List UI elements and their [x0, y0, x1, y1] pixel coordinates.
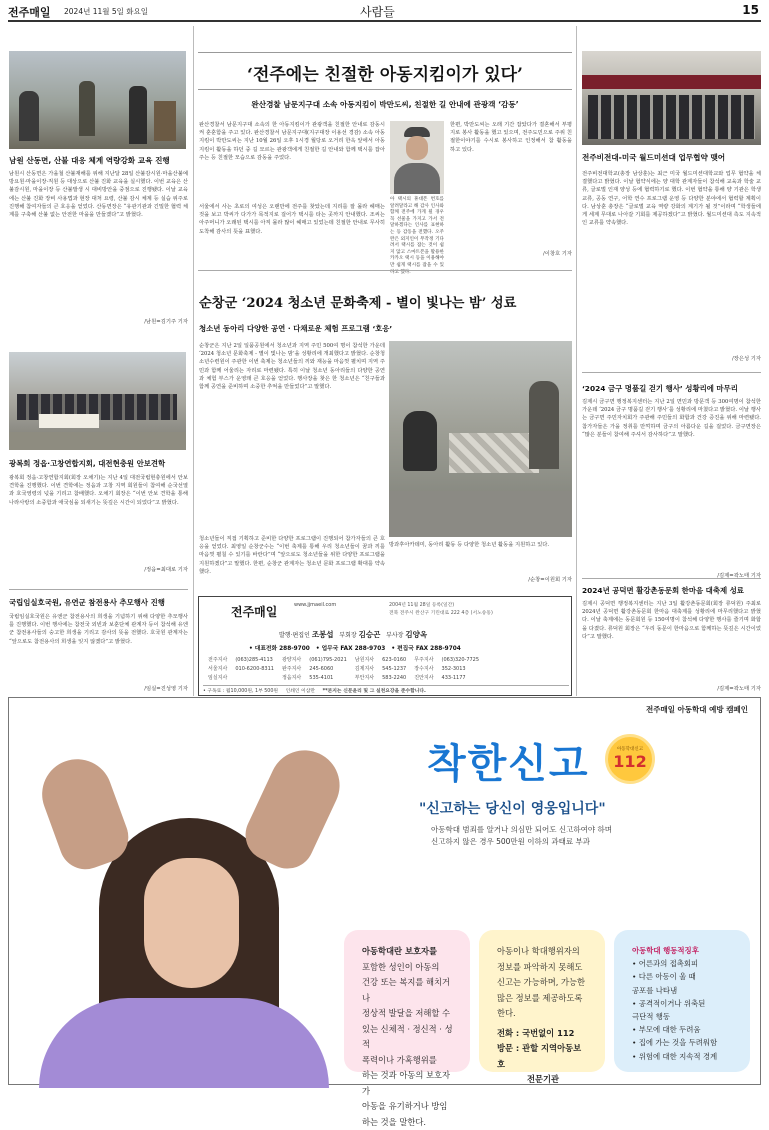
publisher-label: 발행·편집인 [279, 632, 310, 639]
table-row: 서울지사 010-6200-8311 완주지사 245-6060 김제지사 545-1237 장수지사 352-3013 [208, 666, 466, 673]
table-row: 전주지사 (063)285-4113 광양지사 (061)795-2021 남원지사 623-0160 무주지사 (063)320-7725 [208, 657, 480, 663]
page-header [8, 0, 761, 22]
mid-article-col3: 방과후아카데미, 동아리 활동 등 다양한 청소년 활동을 지원하고 있다. [389, 542, 550, 548]
right-bottom-byline: /김제=곽노태 기자 [717, 686, 761, 692]
left-mid-title: 광복회 정읍·고창연합지회, 대전현충원 안보견학 [9, 459, 166, 468]
mou-signing-photo [582, 51, 761, 145]
ad-contact-org: 전문기관 [526, 1074, 560, 1084]
issue-date: 2024년 11월 5일 화요일 [64, 7, 149, 16]
ad-contact-visit: 방문 : 관할 지역아동보호 [497, 1043, 582, 1069]
mid-article-col1: 순창군은 지난 2일 일품공원에서 청소년과 지역 주민 500여 명이 참석한 가운데 ‘2024 청소년 문화축제 - 별이 빛나는 밤’을 성황리에 개최했다고 밝혔다. 순창청소년수련원이 주관한 이번 축제는 청소년들의 끼와 재능을 마음껏 펼치며 지역 주민과 함께 어울리는 자리로 마련됐다. 특히 이날 청소년 동아리들의 다양한 공연과 체험 부스가 운영돼 큰 호응을 얻었다. 행사장을 찾은 한 청소년은 “친구들과 함께 공연을 준비하며 소중한 추억을 만들었다”고 말했다. [199, 343, 385, 391]
section-name: 사람들 [360, 5, 395, 19]
masthead-footer [203, 685, 569, 694]
masthead-line1: 2004년 11월 28일 등록(일간) [389, 603, 455, 608]
phone-editorial: • 편집국 FAX 288-9704 [391, 646, 461, 652]
right-top-byline: /장은성 기자 [731, 356, 761, 362]
subscription-fee: • 구독료 : 월10,000원, 1부 500원 [203, 689, 279, 694]
left-mid-byline: /정읍=최대로 기자 [144, 567, 188, 573]
main-article-subtitle: 완산경찰 남문지구대 소속 아동지킴이 박만도씨, 친절한 길 안내에 관광객 ‘감동’ [251, 100, 519, 109]
printer-name: 인쇄인 이삼만 [285, 689, 315, 694]
vice-name: 김승곤 [358, 630, 381, 639]
main-article-title-box [198, 52, 572, 90]
right-mid-title: ‘2024 금구 명품길 걷기 행사’ 성황리에 마무리 [582, 384, 738, 393]
masthead-box [198, 596, 572, 696]
child-guardian-portrait [390, 121, 444, 194]
child-abuse-campaign-ad [8, 697, 761, 1127]
left-mid-body: 광복회 정읍·고창연합지회(회장 오채기)는 지난 4일 대전국립현충원에서 안보 견학을 진행했다. 이번 견학에는 정읍과 고창 지역 회원들이 참여해 순국선열과 호국영령의 넋을 기리고 참배했다. 오채기 회장은 “이번 안보 견학을 통해 나라사랑의 소중함과 애국심을 되새기는 뜻깊은 시간이 되었다”고 밝혔다. [9, 475, 188, 506]
badge-112 [605, 734, 655, 784]
left-bottom-title: 국립임실호국원, 유연군 참전용사 추모행사 진행 [9, 598, 165, 607]
left-top-body: 남원시 산동면은 가을철 산불재해를 위해 지난달 28일 산불감시원·마을산불예방요원·마을이장·직원 등 대상으로 산불 진화 교육을 실시했다. 이번 교육은 산불감시원, 마을이장 등 산불발생 시 대비방안을 중점으로 진행됐다. 이날 교육에는 산불 진화 장비 사용법과 현장 대처 요령, 산불 감시 체계 등 실습 위주로 진행해 참여자들의 큰 호응을 얻었다. 산동면장은 “유관기관과 긴밀한 협력 체계를 구축해 산불 없는 안전한 마을을 만들겠다”고 밝혔다. [9, 171, 188, 219]
publisher-name: 조봉섭 [311, 630, 334, 639]
page-number: 15 [742, 3, 759, 17]
left-bottom-byline: /임실=진성영 기자 [144, 686, 188, 692]
ad-text1: 아동학대 범죄를 알거나 의심만 되어도 신고하여야 하며 [431, 825, 612, 834]
main-article-col3: 아 택시의 휴대폰 번호를 알려달라고 해 감사 인사와 함께 전주에 가게 될 경우 꼭 선물을 가지고 가서 전달하겠다는 인사를 표현하는 등 감동을 전했다. 오주완은 외지인이 무작정 기다려서 택시를 잡는 것이 쉽지 않고 스마트폰을 활용한 카카오 택시 등을 이용해야만 쉽게 택시를 잡을 수 있다고 했다. [390, 197, 444, 275]
table-row: 임실지사 정읍지사 535-4101 부안지사 583-2240 진안지사 433-1177 [208, 675, 466, 682]
ceo-name: 김양옥 [405, 630, 428, 639]
badge-number: 112 [613, 752, 647, 771]
masthead-name: 전주매일 [231, 605, 278, 619]
ad-text2: 신고하지 않은 경우 500만원 이하의 과태료 부과 [431, 837, 591, 846]
branch-office-table [203, 655, 484, 685]
masthead-phones [249, 643, 461, 652]
ad-report-box: 아동이나 학대행위자의 정보를 파악하지 못해도 신고는 가능하며, 가능한 많은 정보를 제공하도록 한다. 전화 : 국번없이 112 방문 : 관할 지역아동보호 전문기관 [479, 930, 605, 1072]
mid-article-subtitle: 청소년 동아리 다양한 공연 · 다채로운 체험 프로그램 ‘호응’ [199, 324, 393, 333]
main-article-col2: 서울에서 사는 초로의 여성은 오랜만에 전주를 찾았는데 지리를 잘 몰라 헤매는 것을 보고 박씨가 다가가 목적지로 걸어가 택시를 타는 곳까지 안내했다. 조씨는 아주머니가 오래된 택시를 아직 몰라 많이 헤매고 있었는데 친절한 안내로 무사히 도착해 감사의 뜻을 표했다. [199, 204, 385, 235]
phone-main: • 대표전화 288-9700 [249, 646, 310, 652]
ad-illustration [9, 698, 359, 1086]
vice-label: 부회장 [339, 632, 357, 639]
badge-text: 아동학대신고 [616, 747, 644, 752]
left-bottom-body: 국립임실호국원은 유엔군 참전용사의 희생을 기념하기 위해 다양한 추모행사를 진행했다. 이번 행사에는 참전국 외빈과 보훈단체 관계자 등이 참석해 유엔군 참전용사들의 숭고한 희생을 기리고 감사의 뜻을 전했다. 호국원 관계자는 “앞으로도 참전용사의 희생을 잊지 않겠다”고 밝혔다. [9, 614, 188, 645]
masthead-url: www.jjmaeil.com [294, 602, 337, 608]
phone-business: • 업무국 FAX 288-9703 [315, 646, 386, 652]
main-article-col4: 한편, 박만도씨는 오래 기간 잡았다가 결혼해서 부평지로 봉사 활동을 했고 있으며, 전주도민으로 주위 친절한이야기를 수시로 봉사하고 인정해서 참 활동을 하고 있다. [450, 122, 572, 153]
mid-article-col2: 청소년들이 직접 기획하고 준비한 다양한 프로그램이 진행되어 참가자들의 큰 호응을 얻었다. 최영일 순창군수는 “이번 축제를 통해 우리 청소년들이 꿈과 끼를 마음껏 펼칠 수 있기를 바란다”며 “앞으로도 청소년들을 위한 다양한 프로그램을 지원하겠다”고 말했다. 한편, 순창군 관계자는 청소년 문화 프로그램 확대를 약속했다. [199, 536, 385, 575]
forest-fire-training-photo [9, 51, 186, 149]
youth-festival-photo [389, 341, 572, 537]
ethics-notice: **본지는 신문윤리 및 그 실천요강을 준수합니다. [322, 689, 426, 694]
left-top-byline: /남원=김기주 기자 [144, 319, 188, 325]
right-bottom-body: 김제시 공덕면 행정복지센터는 지난 3일 활강촌동문회(회장 류덕원) 주최로 2024년 공덕면 활강촌동문회 한마음 대축제를 성황리에 마무리했다고 밝혔다. 이날 축제에는 동문회원 등 150여명이 참석해 다양한 행사를 즐기며 화합을 다졌다. 류덕원 회장은 “우리 동문이 한마음으로 함께하는 뜻깊은 시간이었다”고 말했다. [582, 601, 761, 640]
right-mid-byline: /김제=곽노태 기자 [717, 573, 761, 579]
left-top-title: 남원 산동면, 산불 대응 체계 역량강화 교육 진행 [9, 156, 170, 165]
ad-title: 착한신고 [427, 741, 590, 787]
masthead-line2: 전북 전주시 완산구 기린대로 222 4층 (서노송동) [389, 611, 493, 616]
ad-contact-phone: 전화 : 국번없이 112 [497, 1027, 575, 1038]
right-top-body: 전주비전대학교(총장 남상훈)는 최근 미국 월드미션대학교와 업무 협약을 체결했다고 밝혔다. 이날 협약식에는 양 대학 관계자들이 참석해 교육과 학술 교류, 글로벌 인재 양성 등에 협력하기로 했다. 이번 협약을 통해 양 기관은 학생 교류, 공동 연구, 어학 연수 프로그램 운영 등 다양한 분야에서 협력할 계획이다. 남상훈 총장은 “글로벌 교육 역량 강화의 계기가 될 것”이라며 “학생들에게 세계 무대로 나아갈 기회를 제공하겠다”고 밝혔다. 월드미션대 측도 지속적인 교류를 약속했다. [582, 171, 761, 227]
ad-slogan: "신고하는 당신이 영웅입니다" [419, 801, 606, 817]
main-article-title: ‘전주에는 친절한 아동지킴이가 있다’ [247, 65, 523, 85]
ad-definition-box: 아동학대란 보호자를 포함한 성인이 아동의 건강 또는 복지를 해치거나 정상적 발달을 저해할 수 있는 신체적 · 정신적 · 성적 폭력이나 가혹행위를 하는 것과 아동의 보호자가 아동을 유기하거나 방임 하는 것을 말한다. [344, 930, 470, 1072]
right-mid-body: 김제시 금구면 행정복지센터는 지난 2일 면민과 방문객 등 300여명이 참석한 가운데 ‘2024 금구 명품길 걷기 행사’를 성황리에 마쳤다고 밝혔다. 이날 행사는 금구면 주민자치회가 주관해 주민들의 화합과 건강 증진을 위해 마련됐다. 참가자들은 가을 정취를 만끽하며 금구의 아름다운 길을 걸었다. 금구면장은 “많은 분들이 참여해 주셔서 감사하다”고 말했다. [582, 399, 761, 438]
right-bottom-title: 2024년 공덕면 활강촌동문회 한마음 대축제 성료 [582, 586, 744, 595]
ad-signs-box: 아동학대 행동적징후 • 어른과의 접촉회피 • 다른 아동이 울 때 공포를 나타냄 • 공격적이거나 위축된 극단적 행동 • 부모에 대한 두려움 • 집에 가는 것을 두려워함 • 위험에 대한 지속적 경계 [614, 930, 750, 1072]
right-top-title: 전주비전대-미국 월드미션대 업무협약 맺어 [582, 153, 726, 162]
mid-article-title: 순창군 ‘2024 청소년 문화축제 - 별이 빛나는 밤’ 성료 [199, 296, 517, 311]
paper-name: 전주매일 [8, 6, 51, 19]
main-article-byline: /이창호 기자 [542, 251, 572, 257]
main-article-col1: 완산경찰서 남문지구대 소속의 한 아동지킴이가 관광객을 친절한 안내로 감동시켜 훈훈함을 주고 있다. 완산경찰서 남문지구대(지구대장 이용선 경감) 소속 아동지킴이 박만도씨는 지난 10월 26일 오후 1시경 월당로 오거리 한옥 앞에서 아동 지킴이 활동을 하던 중 길 모르는 관광객에게 친절한 길 안내와 함께 택시를 잡아주는 등 친절한 모습으로 감동을 주었다. [199, 122, 385, 161]
ceo-label: 부사장 [386, 632, 404, 639]
mid-article-byline: /순창=이원회 기자 [528, 577, 572, 583]
ad-sponsor: 전주매일 아동학대 예방 캠페인 [645, 705, 748, 714]
ad-signs-title: 아동학대 행동적징후 [632, 946, 699, 955]
liberation-assoc-group-photo [9, 352, 186, 450]
masthead-people [279, 629, 427, 640]
